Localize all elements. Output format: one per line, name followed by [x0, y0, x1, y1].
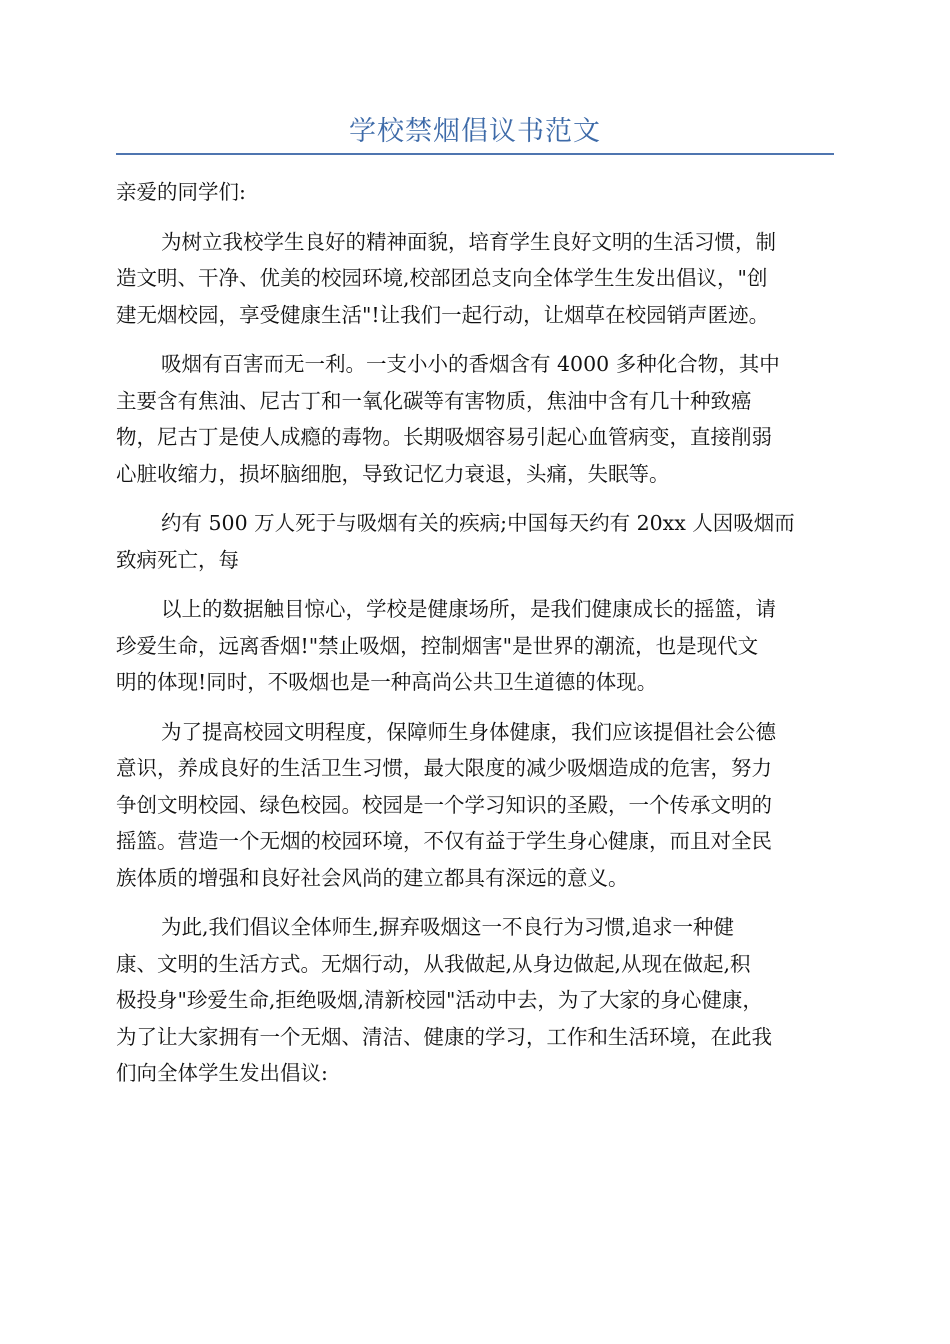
- paragraph-line: 康、文明的生活方式。无烟行动，从我做起,从身边做起,从现在做起,积: [116, 951, 751, 976]
- paragraph-2: [116, 346, 836, 492]
- paragraph-line: 心脏收缩力，损坏脑细胞，导致记忆力衰退，头痛，失眠等。: [116, 461, 670, 486]
- paragraph-line: 极投身"珍爱生命,拒绝吸烟,清新校园"活动中去，为了大家的身心健康，: [116, 988, 763, 1012]
- title-underline: [116, 153, 834, 155]
- paragraph-line: 致病死亡，每: [116, 547, 239, 572]
- paragraph-line: 为树立我校学生良好的精神面貌，培育学生良好文明的生活习惯，制: [161, 229, 776, 254]
- paragraph-line: 争创文明校园、绿色校园。校园是一个学习知识的圣殿，一个传承文明的: [116, 792, 772, 817]
- paragraph-line: 族体质的增强和良好社会风尚的建立都具有深远的意义。: [116, 865, 629, 890]
- paragraph-6: [116, 909, 836, 1092]
- paragraph-line: 造文明、干净、优美的校园环境,校部团总支向全体学生生发出倡议，"创: [116, 266, 768, 290]
- paragraph-line: 珍爱生命，远离香烟!"禁止吸烟，控制烟害"是世界的潮流，也是现代文: [116, 633, 759, 658]
- paragraph-line: 为了让大家拥有一个无烟、清洁、健康的学习，工作和生活环境，在此我: [116, 1024, 772, 1049]
- paragraph-line: 吸烟有百害而无一利。一支小小的香烟含有 4000 多种化合物，其中: [161, 352, 780, 376]
- paragraph-line: 约有 500 万人死于与吸烟有关的疾病;中国每天约有 20xx 人因吸烟而: [161, 511, 795, 535]
- paragraph-line: 摇篮。营造一个无烟的校园环境，不仅有益于学生身心健康，而且对全民: [116, 829, 772, 853]
- paragraph-line: 们向全体学生发出倡议:: [116, 1061, 328, 1085]
- paragraph-line: 建无烟校园，享受健康生活"!让我们一起行动，让烟草在校园销声匿迹。: [116, 302, 770, 327]
- paragraph-line: 以上的数据触目惊心，学校是健康场所，是我们健康成长的摇篮，请: [161, 597, 776, 621]
- paragraph-line: 主要含有焦油、尼古丁和一氧化碳等有害物质，焦油中含有几十种致癌: [116, 388, 752, 413]
- paragraph-line: 明的体现!同时，不吸烟也是一种高尚公共卫生道德的体现。: [116, 670, 658, 694]
- document-title: 学校禁烟倡议书范文: [349, 116, 601, 147]
- paragraph-line: 为此,我们倡议全体师生,摒弃吸烟这一不良行为习惯,追求一种健: [161, 915, 735, 939]
- greeting: 亲爱的同学们:: [116, 180, 246, 204]
- paragraph-5: [116, 714, 836, 897]
- document-body: [116, 174, 836, 1105]
- paragraph-4: [116, 591, 836, 701]
- paragraph-3: [116, 505, 836, 578]
- paragraph-line: 意识，养成良好的生活卫生习惯，最大限度的减少吸烟造成的危害，努力: [116, 756, 772, 780]
- paragraph-line: 为了提高校园文明程度，保障师生身体健康，我们应该提倡社会公德: [161, 719, 776, 744]
- paragraph-1: [116, 224, 836, 334]
- paragraph-line: 物，尼古丁是使人成瘾的毒物。长期吸烟容易引起心血管病变，直接削弱: [116, 425, 772, 449]
